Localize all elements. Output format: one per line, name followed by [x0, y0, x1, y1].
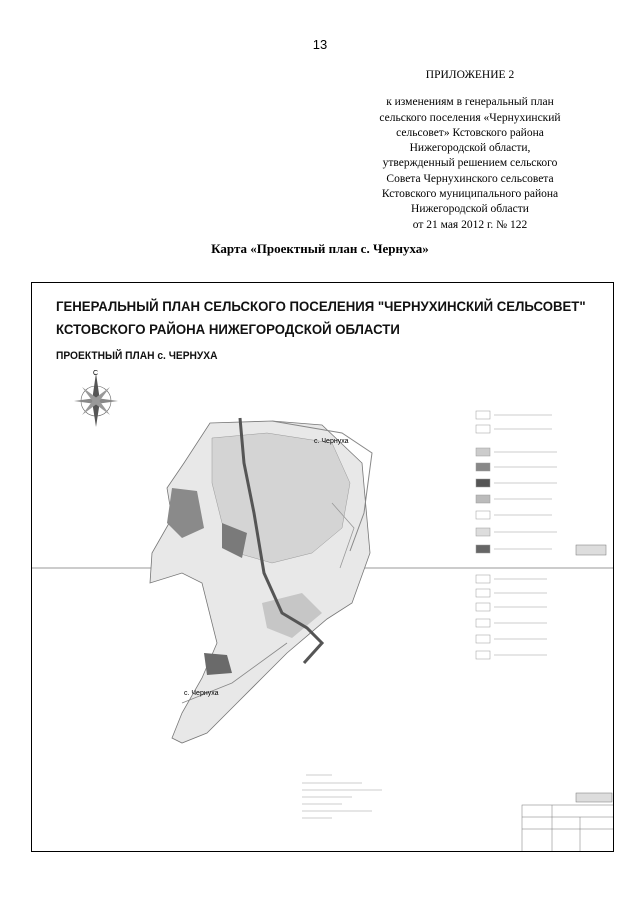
appendix-line: Совета Чернухинского сельсовета — [386, 172, 554, 185]
appendix-line: сельского поселения «Чернухинский — [379, 111, 561, 124]
map-title-line-1: ГЕНЕРАЛЬНЫЙ ПЛАН СЕЛЬСКОГО ПОСЕЛЕНИЯ "ЧЕРНУХИНСКИЙ СЕЛЬСОВЕТ" — [56, 299, 586, 315]
legend-upper — [476, 411, 557, 553]
map-title-line-2: КСТОВСКОГО РАЙОНА НИЖЕГОРОДСКОЙ ОБЛАСТИ — [56, 322, 400, 338]
legend-lower — [476, 575, 547, 659]
page-number: 13 — [312, 37, 328, 52]
appendix-block — [330, 68, 610, 233]
compass-label: С — [93, 370, 99, 377]
appendix-line: Нижегородской области — [411, 203, 529, 216]
map-caption: Карта «Проектный план с. Чернуха» — [211, 241, 429, 256]
appendix-line: Нижегородской области, — [409, 142, 531, 155]
appendix-line: Кстовского муниципального района — [381, 188, 559, 201]
appendix-line: сельсовет» Кстовского района — [396, 126, 544, 139]
map-subtitle: ПРОЕКТНЫЙ ПЛАН с. ЧЕРНУХА — [56, 350, 218, 362]
map-drawing — [32, 283, 614, 852]
hatched-swatch — [576, 545, 606, 555]
appendix-title: ПРИЛОЖЕНИЕ 2 — [425, 69, 515, 81]
title-block — [522, 793, 614, 852]
map-notes — [302, 775, 382, 818]
appendix-line: к изменениям в генеральный план — [386, 96, 554, 109]
place-label-south: с. Чернуха — [184, 690, 219, 697]
compass-rose-icon — [74, 373, 118, 427]
map-frame — [31, 282, 614, 852]
appendix-line: от 21 мая 2012 г. № 122 — [412, 218, 528, 231]
place-label-north: с. Чернуха — [314, 438, 349, 445]
appendix-line: утвержденный решением сельского — [382, 157, 558, 170]
